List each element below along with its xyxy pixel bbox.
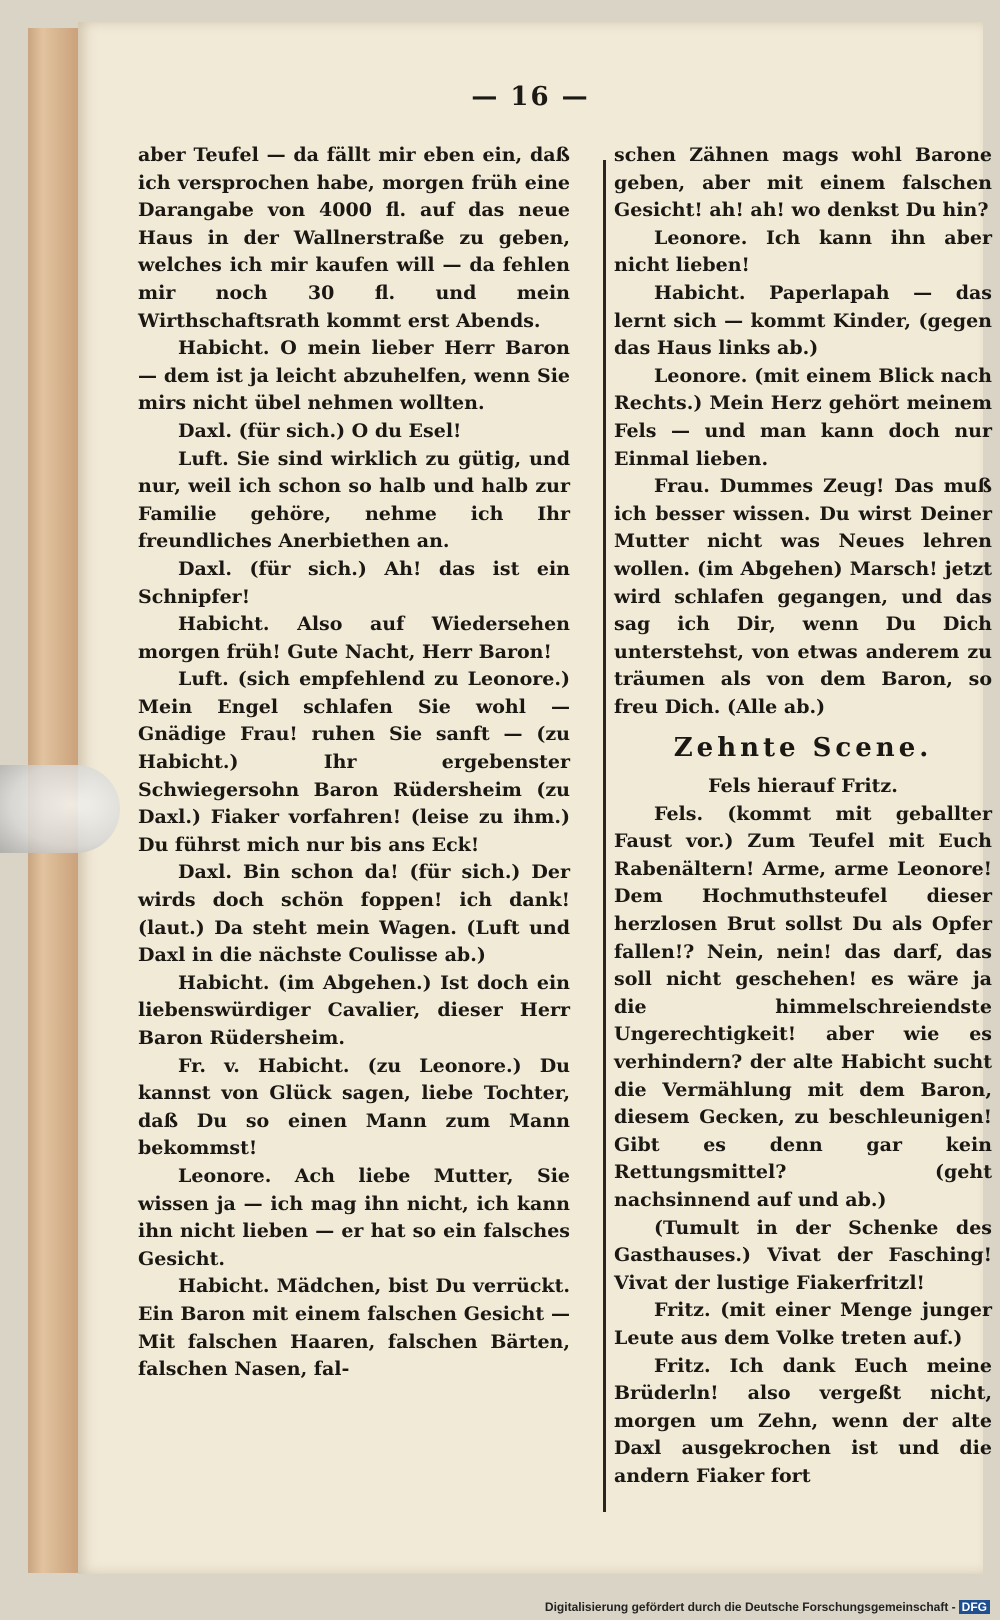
paragraph: schen Zähnen mags wohl Barone geben, aber mit einem falschen Gesicht! ah! ah! wo denkst Du hin?	[614, 144, 992, 222]
paragraph: Luft. Sie sind wirklich zu gütig, und nur, weil ich schon so halb und halb zur Familie gehöre, nehme ich Ihr freundliches Anerbiethen an.	[138, 447, 570, 553]
paragraph: Fr. v. Habicht. (zu Leonore.) Du kannst von Glück sagen, liebe Tochter, daß Du so einen Mann zum Mann bekommst!	[138, 1054, 570, 1160]
paragraph: Leonore. Ach liebe Mutter, Sie wissen ja — ich mag ihn nicht, ich kann ihn nicht lieben — er hat so ein falsches Gesicht.	[138, 1164, 570, 1270]
scene-subtitle: Fels hierauf Fritz.	[708, 775, 898, 798]
paragraph: aber Teufel — da fällt mir eben ein, daß ich versprochen habe, morgen früh eine Darangabe von 4000 fl. auf das neue Haus in der Wallnerstraße zu geben, welches ich mir kaufen will — da fehlen mir noch 30 fl. und mein Wirthschaftsrath kommt erst Abends.	[138, 144, 570, 332]
scanner-thumb	[0, 765, 120, 853]
paragraph: Fels. (kommt mit geballter Faust vor.) Zum Teufel mit Euch Rabenältern! Arme, arme Leonore! Dem Hochmuthsteufel dieser herzlosen Brut sollst Du als Opfer fallen!? Nein, nein! das darf, das soll nicht geschehen! es wäre ja die himmelschreiendste Ungerechtigkeit! aber wie es verhindern? der alte Habicht sucht die Vermählung mit dem Baron, diesem Gecken, zu beschleunigen! Gibt es denn gar kein Rettungsmittel? (geht nachsinnend auf und ab.)	[614, 802, 992, 1211]
paragraph: Habicht. Also auf Wiedersehen morgen früh! Gute Nacht, Herr Baron!	[138, 613, 570, 663]
paragraph: Habicht. O mein lieber Herr Baron — dem ist ja leicht abzuhelfen, wenn Sie mirs nicht übel nehmen wollten.	[138, 337, 570, 415]
paragraph: Daxl. (für sich.) Ah! das ist ein Schnipfer!	[138, 557, 570, 608]
book-page	[78, 22, 992, 1574]
paragraph: Fritz. Ich dank Euch meine Brüderln! also vergeßt nicht, morgen um Zehn, wenn der alte Daxl ausgekrochen ist und die andern Fiaker fort	[614, 1354, 992, 1487]
paragraph: Frau. Dummes Zeug! Das muß ich besser wissen. Du wirst Deiner Mutter nicht was Neues lehren wollen. (im Abgehen) Marsch! jetzt wird schlafen gegangen, und das sag ich Dir, wenn Du Dich unterstehst, von etwas anderem zu träumen als von dem Baron, so freu Dich. (Alle ab.)	[614, 475, 992, 718]
paragraph: Fritz. (mit einer Menge junger Leute aus dem Volke treten auf.)	[614, 1299, 992, 1349]
right-column	[614, 142, 992, 1491]
paragraph: Daxl. Bin schon da! (für sich.) Der wirds doch schön foppen! ich dank! (laut.) Da steht mein Wagen. (Luft und Daxl in die nächste Coulisse ab.)	[138, 861, 570, 967]
dfg-logo: DFG	[959, 1600, 990, 1614]
paragraph: Habicht. Paperlapah — das lernt sich — kommt Kinder, (gegen das Haus links ab.)	[614, 281, 992, 360]
paragraph: Habicht. Mädchen, bist Du verrückt. Ein Baron mit einem falschen Gesicht — Mit falschen Haaren, falschen Bärten, falschen Nasen, fal-	[138, 1275, 570, 1381]
footer-text: Digitalisierung gefördert durch die Deutsche Forschungsgemeinschaft -	[544, 1600, 956, 1614]
left-column	[138, 142, 570, 1384]
paragraph: (Tumult in der Schenke des Gasthauses.) Vivat der Fasching! Vivat der lustige Fiakerfritzl!	[614, 1216, 992, 1294]
page-number: — 16 —	[471, 82, 590, 112]
scene-title: Zehnte Scene.	[673, 733, 933, 764]
paragraph: Leonore. Ich kann ihn aber nicht lieben!	[614, 226, 992, 277]
paragraph: Leonore. (mit einem Blick nach Rechts.) Mein Herz gehört meinem Fels — und man kann doch nur Einmal lieben.	[614, 364, 992, 470]
column-divider	[603, 160, 606, 1512]
footer-credit	[545, 1600, 990, 1614]
paragraph: Daxl. (für sich.) O du Esel!	[178, 419, 462, 442]
paragraph: Habicht. (im Abgehen.) Ist doch ein liebenswürdiger Cavalier, dieser Herr Baron Rüdersheim.	[138, 971, 570, 1049]
paragraph: Luft. (sich empfehlend zu Leonore.) Mein Engel schlafen Sie wohl — Gnädige Frau! ruhen Sie sanft — (zu Habicht.) Ihr ergebenster Schwiegersohn Baron Rüdersheim (zu Daxl.) Fiaker vorfahren! (leise zu ihm.) Du führst mich nur bis ans Eck!	[138, 668, 570, 856]
